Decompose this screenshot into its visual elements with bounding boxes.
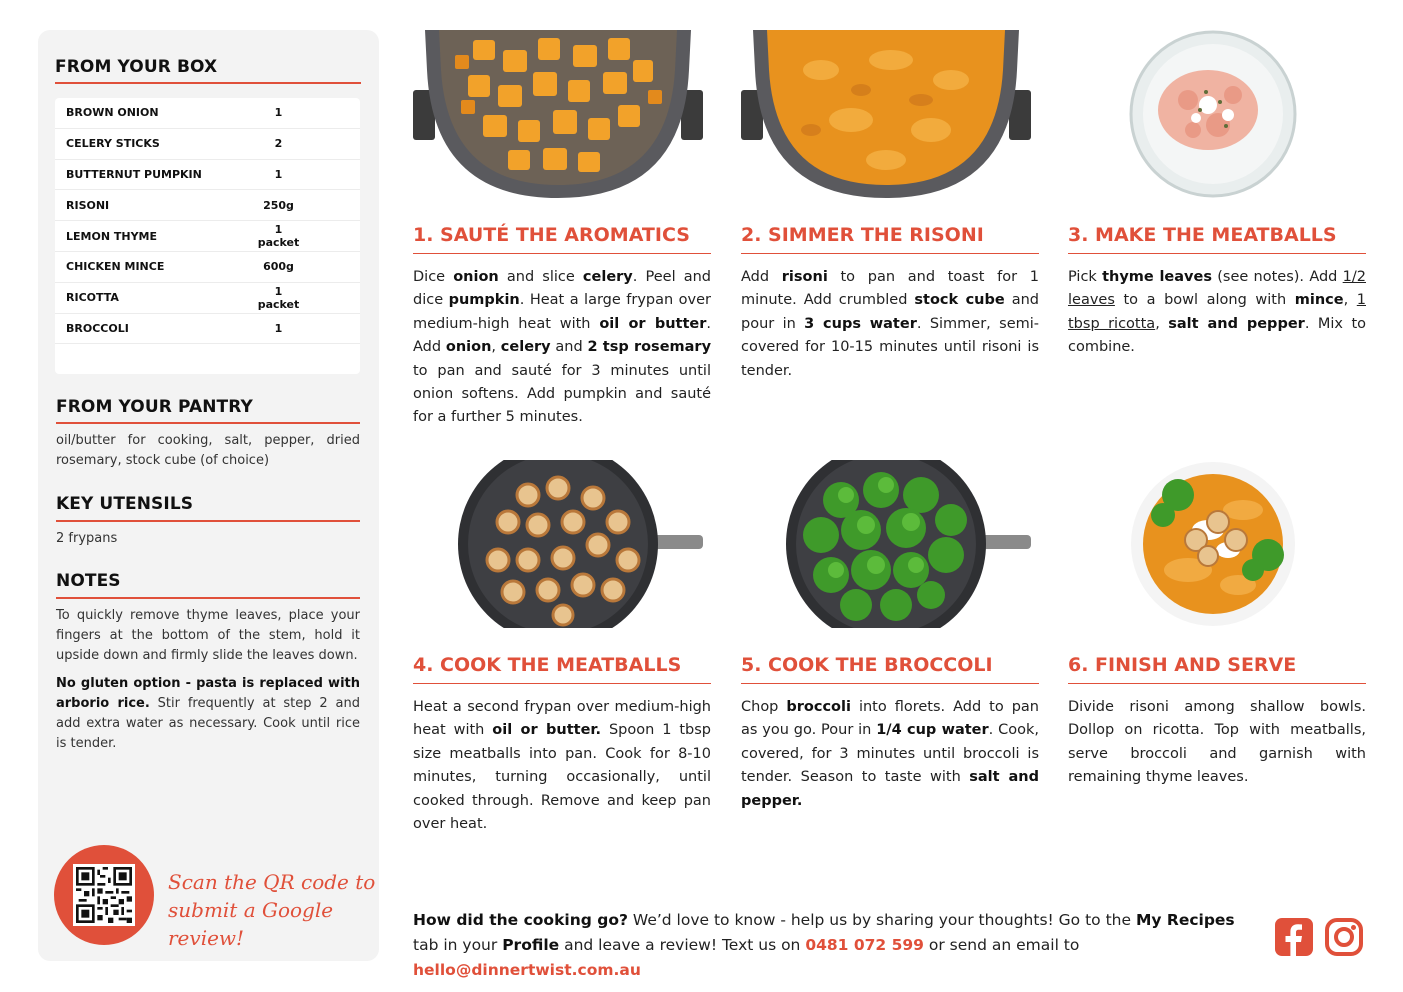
feedback-footer: How did the cooking go? We’d love to know - help us by sharing your thoughts! Go to the My Recipes tab in your Profile and leave a review! Text us on 0481 072 599 or send an email to hello@dinnertwist.com.au xyxy=(413,911,1235,979)
table-row: LEMON THYME 1 packet xyxy=(55,221,360,252)
heading-rule xyxy=(56,597,360,599)
instagram-icon[interactable] xyxy=(1325,918,1363,956)
step-2-photo xyxy=(741,30,1031,198)
table-row: BROWN ONION 1 xyxy=(55,98,360,129)
profile-link: Profile xyxy=(502,936,560,954)
step-2-text: Add risoni to pan and toast for 1 minute. Add crumbled stock cube and pour in 3 cups water. Simmer, semi-covered for 10-15 minutes until risoni is tender. xyxy=(741,269,1040,379)
step-3-photo xyxy=(1068,30,1358,198)
pantry-text: oil/butter for cooking, salt, pepper, dried rosemary, stock cube (of choice) xyxy=(56,433,360,468)
step-1-title: 1. SAUTÉ THE AROMATICS xyxy=(413,224,711,254)
table-row: RICOTTA 1 packet xyxy=(55,283,360,314)
step-4-text: Heat a second frypan over medium-high heat with oil or butter. Spoon 1 tbsp size meatballs into pan. Cook for 8-10 minutes, turning occasionally, until cooked through. Remove and keep pan over heat. xyxy=(413,699,712,833)
step-1-photo xyxy=(413,30,703,198)
notes-heading: NOTES xyxy=(56,571,121,591)
utensils-text: 2 frypans xyxy=(56,531,118,546)
ingredients-sidebar xyxy=(38,30,379,961)
facebook-icon[interactable] xyxy=(1275,918,1313,956)
step-6-title: 6. FINISH AND SERVE xyxy=(1068,654,1366,684)
step-3-title: 3. MAKE THE MEATBALLS xyxy=(1068,224,1366,254)
table-row: BUTTERNUT PUMPKIN 1 xyxy=(55,160,360,191)
email-link[interactable]: hello@dinnertwist.com.au xyxy=(413,961,641,979)
step-4-title: 4. COOK THE MEATBALLS xyxy=(413,654,711,684)
heading-rule xyxy=(56,422,360,424)
step-3-text: Pick thyme leaves (see notes). Add 1/2 leaves to a bowl along with mince, 1 tbsp ricotta, salt and pepper. Mix to combine. xyxy=(1068,269,1366,356)
step-2-title: 2. SIMMER THE RISONI xyxy=(741,224,1039,254)
phone-number[interactable]: 0481 072 599 xyxy=(805,936,924,954)
table-row: CHICKEN MINCE 600g xyxy=(55,252,360,283)
table-row: RISONI 250g xyxy=(55,190,360,221)
step-1-text: Dice onion and slice celery. Peel and dice pumpkin. Heat a large frypan over medium-high heat with oil or butter. Add onion, celery and 2 tsp rosemary to pan and sauté for 3 minutes until onion softens. Add pumpkin and sauté for a further 5 minutes. xyxy=(413,269,712,426)
from-your-pantry-heading: FROM YOUR PANTRY xyxy=(56,397,253,417)
qr-caption: Scan the QR code to submit a Google review! xyxy=(168,870,376,950)
box-ingredient-table xyxy=(55,98,360,374)
qr-code-badge[interactable] xyxy=(54,845,154,945)
notes-text: To quickly remove thyme leaves, place your fingers at the bottom of the stem, hold it upside down and firmly slide the leaves down. xyxy=(56,608,360,663)
my-recipes-link: My Recipes xyxy=(1135,911,1235,929)
from-your-box-heading: FROM YOUR BOX xyxy=(55,57,218,77)
heading-rule xyxy=(56,520,360,522)
step-6-photo xyxy=(1068,460,1358,628)
key-utensils-heading: KEY UTENSILS xyxy=(56,494,194,514)
step-6-text: Divide risoni among shallow bowls. Dollop on ricotta. Top with meatballs, serve broccoli and garnish with remaining thyme leaves. xyxy=(1068,699,1366,786)
step-5-title: 5. COOK THE BROCCOLI xyxy=(741,654,1039,684)
step-5-photo xyxy=(741,460,1031,628)
qr-code-icon xyxy=(73,864,135,926)
gluten-free-note: No gluten option - pasta is replaced with arborio rice. Stir frequently at step 2 and add extra water as necessary. Cook until rice is tender. xyxy=(56,676,360,751)
heading-rule xyxy=(55,82,361,84)
step-4-photo xyxy=(413,460,703,628)
step-5-text: Chop broccoli into florets. Add to pan as you go. Pour in 1/4 cup water. Cook, covered, for 3 minutes until broccoli is tender. Season to taste with salt and pepper. xyxy=(741,699,1040,809)
table-row: CELERY STICKS 2 xyxy=(55,129,360,160)
table-row: BROCCOLI 1 xyxy=(55,314,360,345)
